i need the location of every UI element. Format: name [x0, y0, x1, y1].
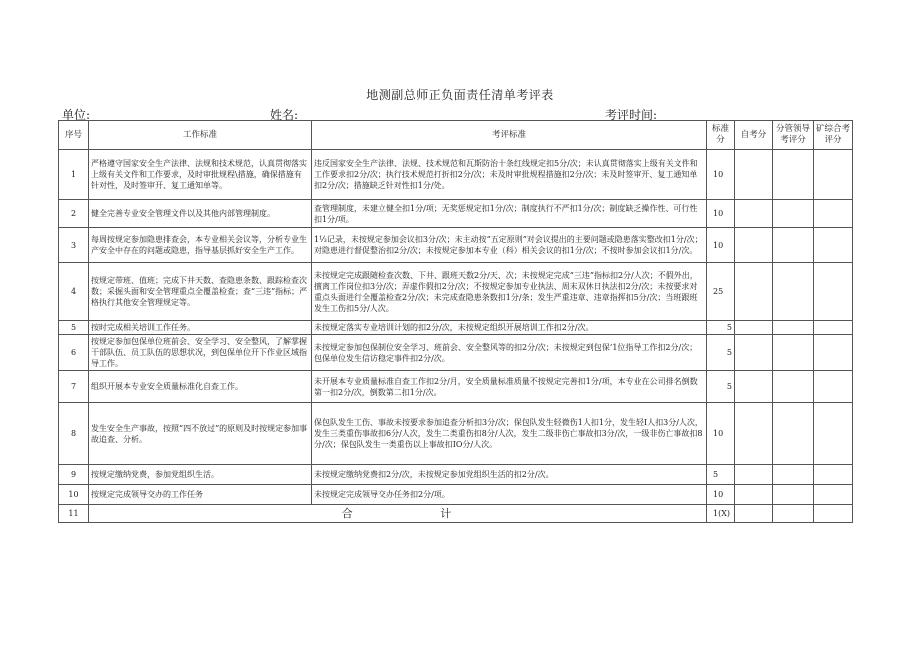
mine-score-cell[interactable] — [814, 403, 853, 465]
page-title: 地测副总师正负面责任清单考评表 — [366, 88, 554, 102]
row-work: 按规定缴纳党费，参加党组织生活。 — [89, 465, 312, 485]
leader-score-cell[interactable] — [773, 150, 814, 200]
row-score: 5 — [707, 465, 735, 485]
table-row — [59, 403, 853, 465]
total-row — [59, 505, 853, 523]
row-score: 25 — [707, 263, 735, 321]
table-row — [59, 485, 853, 505]
row-no: 4 — [59, 263, 89, 321]
mine-score-cell[interactable] — [814, 228, 853, 263]
header-assess: 考评标准 — [312, 121, 707, 150]
row-assess: 1⅓记录，未按规定参加会议扣3分/次；未主动按“五定原则”对会议提出的主要问题或隐患落实整改扣1分/次；对隐患进行督促整治扣2分/次；未按规定参加本专业（科）相关会议的扣1分/次；不按时参加会议扣1分/次。 — [312, 228, 707, 263]
mine-score-cell[interactable] — [814, 485, 853, 505]
time-label: 考评时间: — [605, 108, 658, 122]
table-row — [59, 465, 853, 485]
row-work: 按规定参加包保单位班前会、安全学习、安全整风，了解掌握干部队伍、员工队伍的思想状况，到包保单位开下作业区域指导工作。 — [89, 335, 312, 371]
leader-score-cell[interactable] — [773, 485, 814, 505]
header-mine: 矿综合考评分 — [814, 121, 853, 150]
self-score-cell[interactable] — [735, 263, 773, 321]
row-no: 9 — [59, 465, 89, 485]
row-work: 按规定带班、值班；完成下井天数、查隐患条数、跟踪检查次数；采掘头面和安全管理重点全覆盖检查；查“三违”指标；严格执行其他安全管理规定等。 — [89, 263, 312, 321]
name-label: 姓名: — [270, 108, 299, 122]
leader-score-cell[interactable] — [773, 321, 814, 335]
row-score: 5 — [707, 371, 735, 403]
row-assess: 未按规定完成跟随检查次数、下井、跟班天数2分/天、次；未按规定完成“三违”指标扣2分/人次；不假外出，擅离工作岗位扣3分/次；弄虚作假扣2分/次；不按规定参加专业执法、周末双休日执法扣2分/次；未按要求对重点头面进行全覆盖检查2分/次；未完成查隐患条数扣1分/条；发生严重违章、违章指挥扣5分/次；当班跟班发生工伤扣5分/人次。 — [312, 263, 707, 321]
leader-score-cell[interactable] — [773, 371, 814, 403]
leader-score-cell[interactable] — [773, 228, 814, 263]
self-total-cell[interactable] — [735, 505, 773, 523]
table-row — [59, 321, 853, 335]
row-no: 1 — [59, 150, 89, 200]
leader-score-cell[interactable] — [773, 335, 814, 371]
row-work: 每周按规定参加隐患排查会，本专业相关会议等，分析专业生产安全中存在的问题或隐患，指导基层抓好安全生产工作。 — [89, 228, 312, 263]
mine-total-cell[interactable] — [814, 505, 853, 523]
row-no: 5 — [59, 321, 89, 335]
header-row — [59, 121, 853, 150]
row-no: 10 — [59, 485, 89, 505]
self-score-cell[interactable] — [735, 200, 773, 228]
row-work: 健全完善专业安全管理文件以及其他内部管理制度。 — [89, 200, 312, 228]
leader-total-cell[interactable] — [773, 505, 814, 523]
total-label — [89, 505, 707, 523]
self-score-cell[interactable] — [735, 150, 773, 200]
row-no: 8 — [59, 403, 89, 465]
row-work: 组织开展本专业安全质量标准化自查工作。 — [89, 371, 312, 403]
row-work: 按规定完成领导交办的工作任务 — [89, 485, 312, 505]
leader-score-cell[interactable] — [773, 263, 814, 321]
self-score-cell[interactable] — [735, 321, 773, 335]
mine-score-cell[interactable] — [814, 200, 853, 228]
row-no: 6 — [59, 335, 89, 371]
row-score: 10 — [707, 485, 735, 505]
table-row — [59, 200, 853, 228]
row-work: 按时完成相关培训工作任务。 — [89, 321, 312, 335]
row-assess: 违反国家安全生产法律、法规、技术规范和瓦斯防治十条红线规定扣5分/次；未认真贯彻落实上级有关文件和工作要求扣2分/次；执行技术规范打折扣2分/次；未及时审批规程措施扣2分/次；未及时签审开、复工通知单扣2分/次；措施缺乏针对性扣1分/处。 — [312, 150, 707, 200]
row-work: 发生安全生产事故，按照“四不放过”的原则及时按规定参加事故追查、分析。 — [89, 403, 312, 465]
table-row — [59, 335, 853, 371]
assessment-table — [58, 120, 853, 523]
row-assess: 保包队发生工伤、事故未按要求参加追查分析扣3分/次；保包队发生轻微伤1人扣1分，发生轻I人扣3分/人次，发生三类重伤事故扣6分/人次，发生二类重伤扣8分/人次，发生二级非伤亡事故扣3分/次，一级非伤亡事故扣8分/次；保包队发生一类重伤以上事故扣IO分/人次。 — [312, 403, 707, 465]
row-no: 2 — [59, 200, 89, 228]
self-score-cell[interactable] — [735, 371, 773, 403]
row-score: 10 — [707, 200, 735, 228]
row-score: 10 — [707, 228, 735, 263]
row-assess: 查管理制度，未建立健全扣1分/项；无奖惩规定扣1分/次；制度执行不严扣1分/次；制度缺乏操作性、可行性扣1分/项。 — [312, 200, 707, 228]
table-row — [59, 263, 853, 321]
row-score: 5 — [707, 335, 735, 371]
total-no: 11 — [59, 505, 89, 523]
row-score: 10 — [707, 403, 735, 465]
row-no: 7 — [59, 371, 89, 403]
mine-score-cell[interactable] — [814, 371, 853, 403]
total-label-2: 计 — [440, 507, 454, 520]
header-work: 工作标准 — [89, 121, 312, 150]
self-score-cell[interactable] — [735, 465, 773, 485]
row-score: 10 — [707, 150, 735, 200]
mine-score-cell[interactable] — [814, 465, 853, 485]
header-leader: 分管领导考评分 — [773, 121, 814, 150]
total-score: 1(X) — [707, 505, 735, 523]
table-row — [59, 150, 853, 200]
leader-score-cell[interactable] — [773, 403, 814, 465]
mine-score-cell[interactable] — [814, 150, 853, 200]
mine-score-cell[interactable] — [814, 263, 853, 321]
row-assess: 未按规定缴纳党费扣2分/次，未按规定参加党组织生活的扣2分/次。 — [312, 465, 707, 485]
self-score-cell[interactable] — [735, 485, 773, 505]
header-no: 序号 — [59, 121, 89, 150]
leader-score-cell[interactable] — [773, 200, 814, 228]
self-score-cell[interactable] — [735, 335, 773, 371]
leader-score-cell[interactable] — [773, 465, 814, 485]
self-score-cell[interactable] — [735, 403, 773, 465]
header-self: 自考分 — [735, 121, 773, 150]
row-work: 严格遵守国家安全生产法律、法规和技术规范，认真贯彻落实上级有关文件和工作要求，及时审批规程\措施，确保措施有针对性，及时签审开、复工通知单等。 — [89, 150, 312, 200]
unit-label: 单位: — [62, 108, 91, 122]
table-row — [59, 371, 853, 403]
table-row — [59, 228, 853, 263]
row-no: 3 — [59, 228, 89, 263]
row-score: 5 — [707, 321, 735, 335]
row-assess: 未按规定完成领导交办任务扣2分/项。 — [312, 485, 707, 505]
mine-score-cell[interactable] — [814, 321, 853, 335]
row-assess: 未按规定参加包保制位安全学习、班前会、安全整风等的扣2分/次；未按规定到包保‘1位指导工作扣2分/次；包保单位发生信访稳定事件扣2分/次。 — [312, 335, 707, 371]
row-assess: 未开展本专业质量标准自查工作扣2分/月，安全质量标准质量不按规定完善扣1分/项，本专业在公司排名倒数第一扣2分/次，倒数第二扣1分/次。 — [312, 371, 707, 403]
header-standard: 标准分 — [707, 121, 735, 150]
total-label-1: 合 — [341, 507, 355, 520]
mine-score-cell[interactable] — [814, 335, 853, 371]
self-score-cell[interactable] — [735, 228, 773, 263]
row-assess: 未按规定落实专业培训计划的扣2分/次，未按规定组织开展培训工作扣2分/次。 — [312, 321, 707, 335]
